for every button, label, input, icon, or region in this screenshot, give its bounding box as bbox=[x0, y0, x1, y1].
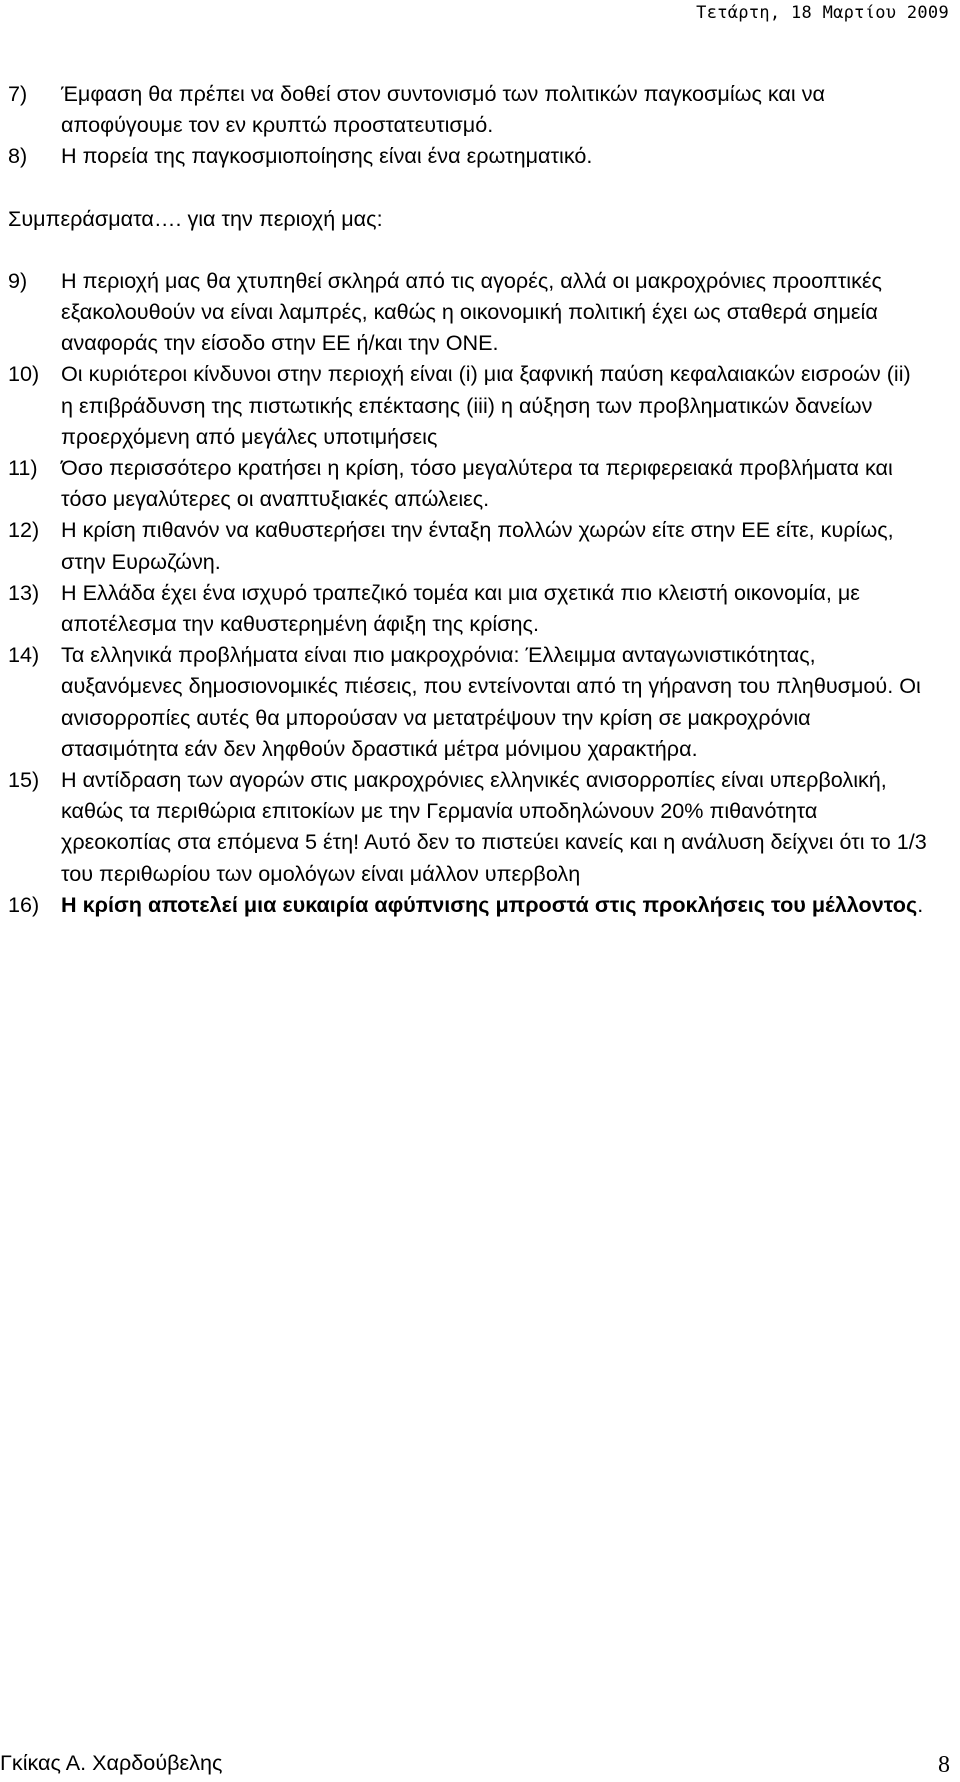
item-text: Η περιοχή μας θα χτυπηθεί σκληρά από τις αγορές, αλλά οι μακροχρόνιες προοπτικές εξακολουθούν να είναι λαμπρές, καθώς η οικονομική πολιτική έχει ως σταθερά σημεία αναφοράς την είσοδο στην ΕΕ ή/και την ΟΝΕ. bbox=[61, 267, 882, 356]
list-item bbox=[8, 452, 928, 514]
item-number: 16) bbox=[8, 891, 40, 917]
page-number: 8 bbox=[938, 1752, 950, 1778]
list-item bbox=[8, 577, 928, 639]
item-number: 9) bbox=[8, 267, 28, 293]
item-text: Οι κυριότεροι κίνδυνοι στην περιοχή είναι (i) μια ξαφνική παύση κεφαλαιακών εισροών (ii) η επιβράδυνση της πιστωτικής επέκτασης (iii) η αύξηση των προβληματικών δανείων προερχόμενη από μεγάλες υποτιμήσεις bbox=[61, 361, 911, 449]
list-item bbox=[8, 639, 928, 764]
list-item bbox=[8, 140, 928, 171]
item-number: 11) bbox=[8, 455, 38, 481]
item-text: Η πορεία της παγκοσμιοποίησης είναι ένα ερωτηματικό. bbox=[61, 143, 593, 169]
list-item bbox=[8, 358, 928, 452]
item-number: 13) bbox=[8, 579, 40, 605]
section-heading: Συμπεράσματα…. για την περιοχή μας: bbox=[8, 205, 383, 231]
item-number: 14) bbox=[8, 642, 40, 668]
item-text: Έμφαση θα πρέπει να δοθεί στον συντονισμό των πολιτικών παγκοσμίως και να αποφύγουμε τον εν κρυπτώ προστατευτισμό. bbox=[61, 81, 825, 138]
list-item bbox=[8, 514, 928, 576]
list-item bbox=[8, 78, 928, 140]
item-number: 12) bbox=[8, 517, 40, 543]
item-text: Η αντίδραση των αγορών στις μακροχρόνιες ελληνικές ανισορροπίες είναι υπερβολική, καθώς τα περιθώρια επιτοκίων με την Γερμανία υποδηλώνουν 20% πιθανότητα χρεοκοπίας στα επόμενα 5 έτη! Αυτό δεν το πιστεύει κανείς και η ανάλυση δείχνει ότι το 1/3 του περιθωρίου των ομολόγων είναι μάλλον υπερβολη bbox=[61, 767, 927, 886]
document-body bbox=[8, 78, 928, 920]
list-item bbox=[8, 265, 928, 359]
footer-author: Γκίκας Α. Χαρδούβελης bbox=[0, 1750, 223, 1775]
item-number: 10) bbox=[8, 361, 40, 387]
list-item-final bbox=[8, 889, 928, 920]
item-text: Η Ελλάδα έχει ένα ισχυρό τραπεζικό τομέα και μια σχετικά πιο κλειστή οικονομία, με αποτέλεσμα την καθυστερημένη άφιξη της κρίσης. bbox=[61, 579, 860, 637]
item-text-tail: . bbox=[917, 891, 924, 917]
item-number: 7) bbox=[8, 81, 28, 106]
item-text-bold: Η κρίση αποτελεί μια ευκαιρία αφύπνισης μπροστά στις προκλήσεις του μέλλοντος bbox=[61, 891, 918, 917]
item-number: 8) bbox=[8, 143, 28, 169]
item-text: Όσο περισσότερο κρατήσει η κρίση, τόσο μεγαλύτερα τα περιφερειακά προβλήματα και τόσο μεγαλύτερες οι αναπτυξιακές απώλειες. bbox=[61, 455, 893, 512]
item-number: 15) bbox=[8, 767, 40, 793]
item-text bbox=[61, 889, 928, 920]
item-text: Τα ελληνικά προβλήματα είναι πιο μακροχρόνια: Έλλειμμα ανταγωνιστικότητας, αυξανόμενες δημοσιονομικές πιέσεις, που εντείνονται από τη γήρανση του πληθυσμού. Οι ανισορροπίες αυτές θα μπορούσαν να μετατρέψουν την κρίση σε μακροχρόνια στασιμότητα εάν δεν ληφθούν δραστικά μέτρα μόνιμου χαρακτήρα. bbox=[61, 642, 921, 761]
header-date: Τετάρτη, 18 Μαρτίου 2009 bbox=[696, 3, 949, 23]
item-text: Η κρίση πιθανόν να καθυστερήσει την ένταξη πολλών χωρών είτε στην ΕΕ είτε, κυρίως, στην Ευρωζώνη. bbox=[61, 517, 894, 574]
list-item bbox=[8, 764, 928, 889]
